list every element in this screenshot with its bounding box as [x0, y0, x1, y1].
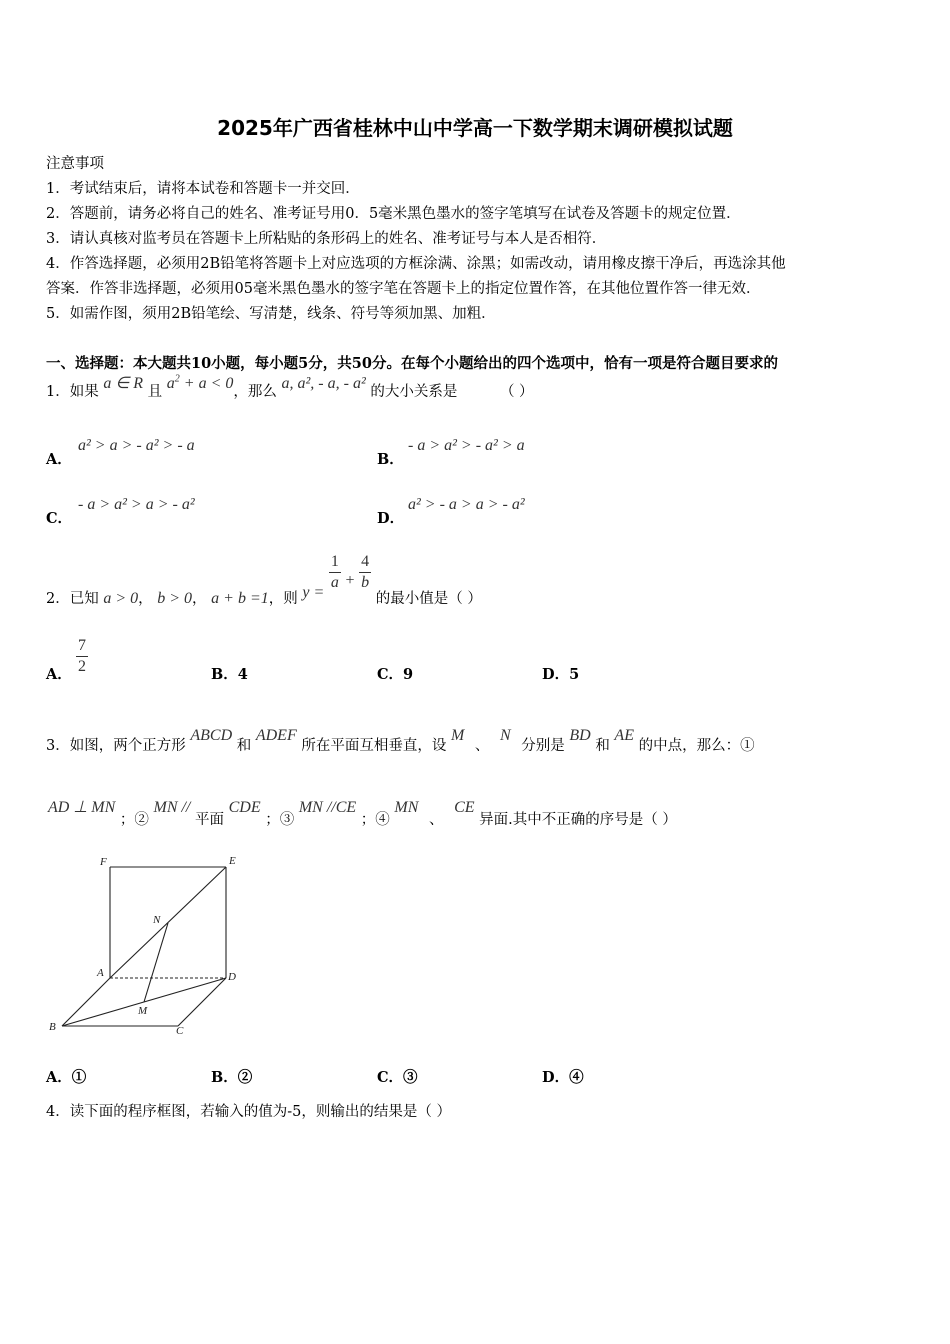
- q2-text: 已知: [69, 590, 99, 607]
- q2-math-1: a > 0: [103, 589, 139, 607]
- q2-option-a: $\frac{7}{2}$: [78, 637, 86, 675]
- note-line-2: 2．答题前，请务必将自己的姓名、准考证号用0．5毫米黑色墨水的签字笔填写在试卷及答题卡的规定位置．: [46, 206, 741, 222]
- q2-fraction-2: $\frac{4}{b}$: [361, 553, 370, 591]
- note-line-5: 答案．作答非选择题，必须用05毫米黑色墨水的签字笔在答题卡上的指定位置作答，在其他位置作答一律无效．: [46, 281, 761, 297]
- q1-option-b-label: B．: [377, 451, 404, 468]
- q2-option-a-label: A．: [46, 666, 72, 683]
- note-line-6: 5．如需作图，须用2B铅笔绘、写清楚，线条、符号等须加黑、加粗．: [46, 306, 496, 322]
- q3-option-c: C．③: [377, 1069, 418, 1086]
- q1-math-3: a, a², - a, - a²: [281, 375, 366, 392]
- q1-option-c: - a > a² > a > - a²: [78, 496, 195, 513]
- segment-mn: [144, 923, 168, 1002]
- q1-text: 且: [147, 384, 163, 400]
- label-c: C: [176, 1025, 184, 1037]
- q2-number: 2．: [46, 590, 70, 607]
- q3-option-a: A．①: [46, 1069, 87, 1086]
- q4-number: 4．: [46, 1104, 70, 1120]
- label-f: F: [100, 856, 107, 868]
- q2-y-equals: y =: [302, 583, 325, 601]
- question-1: [46, 373, 534, 401]
- note-line-1: 1．考试结束后，请将本试卷和答题卡一并交回．: [46, 181, 360, 197]
- q2-math-2: b > 0: [157, 589, 193, 607]
- q2-option-b: B．4: [211, 666, 248, 683]
- q2-option-d: D．5: [542, 666, 580, 683]
- label-a: A: [97, 967, 104, 979]
- note-line-4: 4．作答选择题，必须用2B铅笔将答题卡上对应选项的方框涂满、涂黑；如需改动，请用橡皮擦干净后，再选涂其他: [46, 256, 786, 272]
- label-m: M: [138, 1005, 148, 1017]
- q1-text: 的大小关系是: [370, 384, 458, 400]
- notes-heading: 注意事项: [46, 156, 104, 172]
- q2-text: 的最小值是（ ）: [375, 590, 482, 607]
- question-4: [46, 1100, 451, 1121]
- q3-option-b: B．②: [211, 1069, 253, 1086]
- question-3: 3．如图，两个正方形 ABCD 和 ADEF 所在平面互相垂直，设 M 、 N 分别是 BD 和 AE 的中点，那么：①: [46, 727, 755, 754]
- q1-math-1: a ∈ R: [103, 375, 144, 392]
- label-n: N: [153, 914, 161, 926]
- question-3-line-2: AD ⊥ MN ；② MN // 平面 CDE ；③ MN //CE ；④ MN 、 CE 异面.其中不正确的序号是（ ）: [48, 799, 677, 828]
- q2-math-3: a + b =1: [211, 589, 269, 607]
- q1-option-c-label: C．: [46, 510, 73, 527]
- label-e: E: [229, 855, 236, 867]
- q1-text: ，那么: [233, 384, 277, 400]
- label-b: B: [49, 1021, 56, 1033]
- q1-number: 1．: [46, 384, 70, 400]
- edge-ae: [110, 867, 226, 978]
- q2-option-c: C．9: [377, 666, 414, 683]
- question-2: 2．已知 a > 0， b > 0， a + b =1，则 y = $\frac{1}{a}$ + $\frac{4}{b}$ 的最小值是（ ）: [46, 553, 482, 607]
- page-title: 2025年广西省桂林中山中学高一下数学期末调研模拟试题: [217, 116, 733, 140]
- label-d: D: [228, 971, 236, 983]
- q1-option-a-label: A．: [46, 451, 72, 468]
- q3-option-d: D．④: [542, 1069, 584, 1086]
- q1-text: 如果: [69, 384, 99, 400]
- q2-fraction-1: $\frac{1}{a}$: [330, 553, 339, 591]
- note-line-3: 3．请认真核对监考员在答题卡上所粘贴的条形码上的姓名、准考证号与本人是否相符．: [46, 231, 607, 247]
- section-heading: 一、选择题：本大题共10小题，每小题5分，共50分。在每个小题给出的四个选项中，恰有一项是符合题目要求的: [46, 355, 778, 372]
- q1-math-2: $a^2 + a < 0$: [166, 373, 234, 392]
- q1-option-b: - a > a² > - a² > a: [408, 437, 525, 454]
- q4-text: 读下面的程序框图，若输入的值为-5，则输出的结果是（ ）: [69, 1104, 451, 1120]
- q1-answer-paren: （ ）: [499, 384, 534, 400]
- q1-option-d: a² > - a > a > - a²: [408, 496, 525, 513]
- q1-option-a: a² > a > - a² > - a: [78, 437, 195, 454]
- q1-option-d-label: D．: [377, 510, 405, 527]
- q3-geometry-figure: [40, 845, 260, 1045]
- q3-number: 3．: [46, 738, 70, 754]
